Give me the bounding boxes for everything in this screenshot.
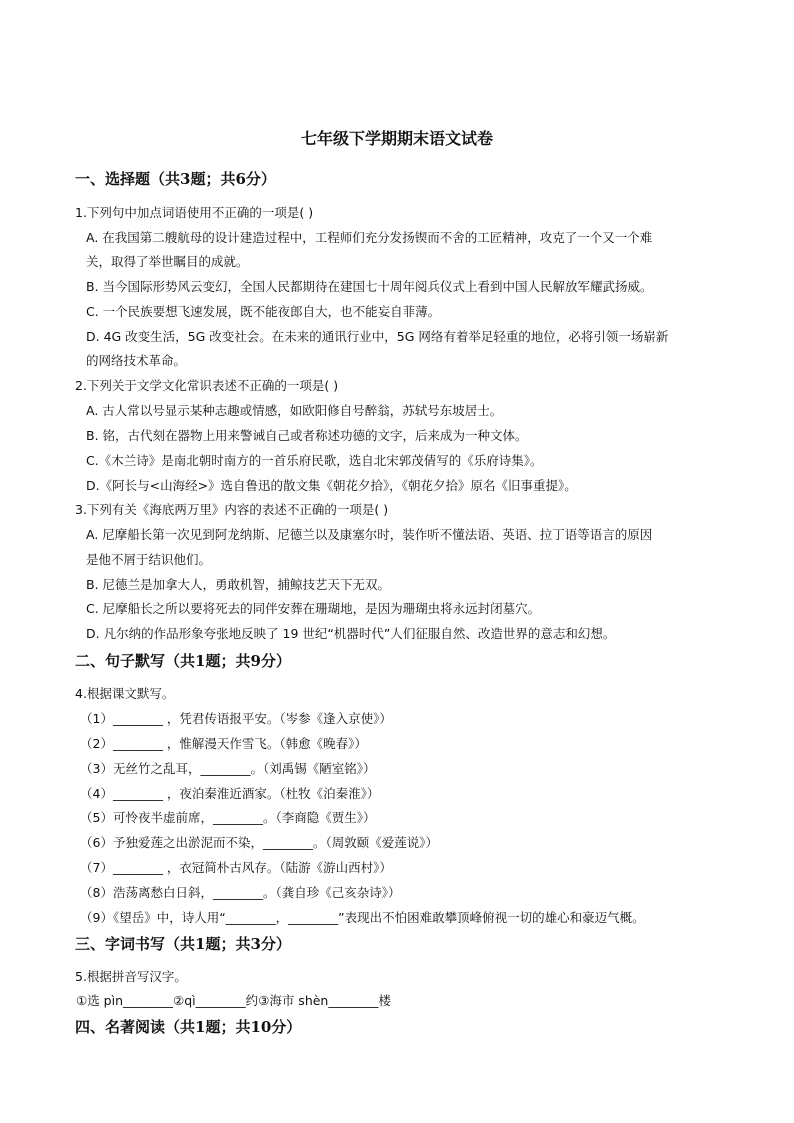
question-2-option-c: C.《木兰诗》是南北朝时南方的一首乐府民歌，选自北宋郭茂倩写的《乐府诗集》。 xyxy=(86,453,543,468)
question-1-option-a: A. 在我国第二艘航母的设计建造过程中，工程师们充分发扬锲而不舍的工匠精神，攻克了一个又一个难 xyxy=(86,230,653,245)
question-1-option-a-cont: 关，取得了举世瞩目的成就。 xyxy=(86,254,249,269)
question-1-option-d: D. 4G 改变生活，5G 改变社会。在未来的通讯行业中，5G 网络有着举足轻重的地位，必将引领一场崭新 xyxy=(86,329,669,344)
question-5-stem: 5.根据拼音写汉字。 xyxy=(75,969,187,984)
question-3-option-b: B. 尼德兰是加拿大人，勇敢机智，捕鲸技艺天下无双。 xyxy=(86,577,391,592)
recitation-line-8: （8）浩荡离愁白日斜，________。（龚自珍《己亥杂诗》） xyxy=(80,885,401,900)
question-3-option-c: C. 尼摩船长之所以要将死去的同伴安葬在珊瑚地，是因为珊瑚虫将永远封闭墓穴。 xyxy=(86,601,541,616)
question-2-option-d: D.《阿长与<山海经>》选自鲁迅的散文集《朝花夕拾》，《朝花夕拾》原名《旧事重提》。 xyxy=(86,478,577,493)
section-heading-writing: 三、字词书写（共1题；共3分） xyxy=(75,935,291,953)
question-3-option-a-cont: 是他不屑于结识他们。 xyxy=(86,552,212,567)
section-heading-reading: 四、名著阅读（共1题；共10分） xyxy=(75,1018,302,1036)
question-2-option-a: A. 古人常以号显示某种志趣或情感，如欧阳修自号醉翁，苏轼号东坡居士。 xyxy=(86,403,503,418)
recitation-line-2: （2）________ ，惟解漫天作雪飞。（韩愈《晚春》） xyxy=(80,736,367,751)
question-1-stem: 1.下列句中加点词语使用不正确的一项是( ) xyxy=(75,205,314,220)
question-1-option-c: C. 一个民族要想飞速发展，既不能夜郎自大，也不能妄自菲薄。 xyxy=(86,304,441,319)
question-4-stem: 4.根据课文默写。 xyxy=(75,686,175,701)
recitation-line-3: （3）无丝竹之乱耳，________。（刘禹锡《陋室铭》） xyxy=(80,761,376,776)
question-2-option-b: B. 铭，古代刻在器物上用来警诫自己或者称述功德的文字，后来成为一种文体。 xyxy=(86,428,528,443)
recitation-line-1: （1）________ ，凭君传语报平安。（岑参《逢入京使》） xyxy=(80,711,392,726)
recitation-line-6: （6）予独爱莲之出淤泥而不染，________。（周敦颐《爱莲说》） xyxy=(80,835,438,850)
question-3-option-d: D. 凡尔纳的作品形象夸张地反映了 19 世纪“机器时代”人们征服自然、改造世界的意志和幻想。 xyxy=(86,626,616,641)
question-3-stem: 3.下列有关《海底两万里》内容的表述不正确的一项是( ) xyxy=(75,502,389,517)
question-2-stem: 2.下列关于文学文化常识表述不正确的一项是( ) xyxy=(75,378,339,393)
question-1-option-d-cont: 的网络技术革命。 xyxy=(86,353,187,368)
pinyin-line: ①选 pìn________②qì________约③海市 shèn________楼 xyxy=(76,993,391,1008)
recitation-line-4: （4）________ ，夜泊秦淮近酒家。（杜牧《泊秦淮》） xyxy=(80,786,380,801)
page-title: 七年级下学期期末语文试卷 xyxy=(300,129,493,148)
recitation-line-7: （7）________ ，衣冠简朴古风存。（陆游《游山西村》） xyxy=(80,860,392,875)
section-heading-choice: 一、选择题（共3题；共6分） xyxy=(75,170,276,188)
question-1-option-b: B. 当今国际形势风云变幻，全国人民都期待在建国七十周年阅兵仪式上看到中国人民解放军耀武扬威。 xyxy=(86,279,653,294)
question-3-option-a: A. 尼摩船长第一次见到阿龙纳斯、尼德兰以及康塞尔时，装作听不懂法语、英语、拉丁语等语言的原因 xyxy=(86,527,653,542)
section-heading-recitation: 二、句子默写（共1题；共9分） xyxy=(75,652,291,670)
recitation-line-9: （9）《望岳》中，诗人用“________，________”表现出不怕困难敢攀顶峰俯视一切的雄心和豪迈气概。 xyxy=(80,910,645,925)
recitation-line-5: （5）可怜夜半虚前席，________。（李商隐《贾生》） xyxy=(80,810,376,825)
